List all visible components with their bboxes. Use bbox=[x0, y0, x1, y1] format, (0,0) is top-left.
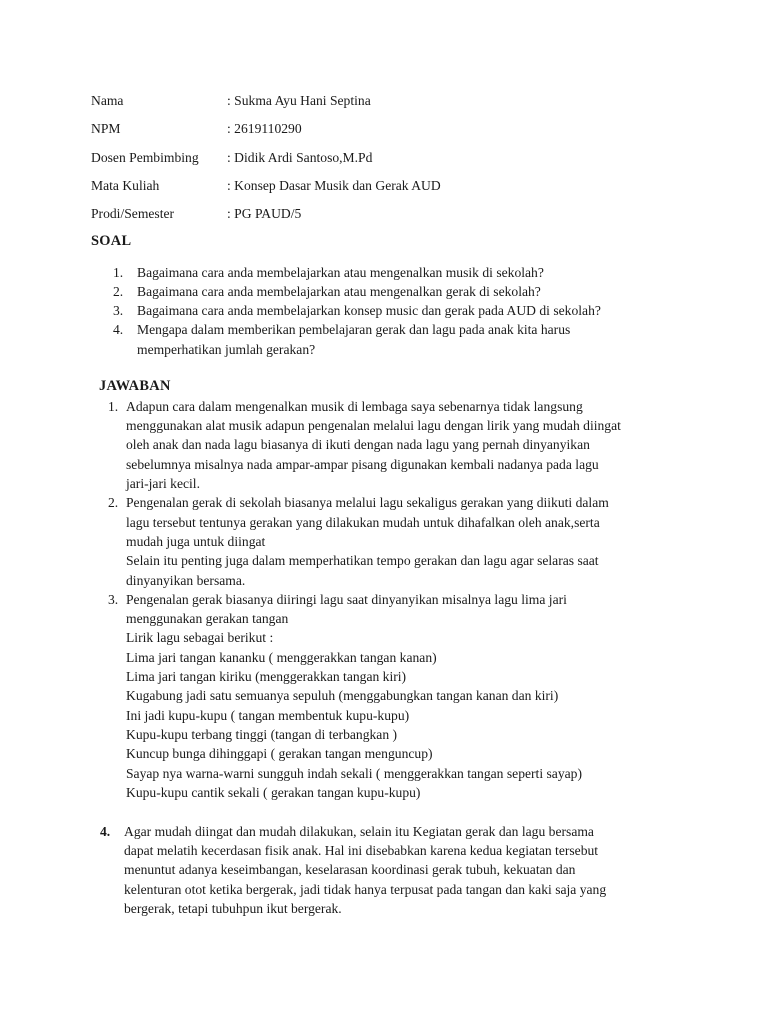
info-label: Mata Kuliah bbox=[91, 178, 160, 193]
jawaban-text: Kupu-kupu terbang tinggi (tangan di terbangkan ) bbox=[126, 727, 398, 742]
jawaban-text: Lima jari tangan kananku ( menggerakkan tangan kanan) bbox=[126, 650, 437, 665]
jawaban-text: sebelumnya misalnya nada ampar-ampar pisang digunakan kembali nadanya pada lagu bbox=[126, 457, 599, 472]
info-value: : 2619110290 bbox=[227, 121, 302, 136]
jawaban-text: dinyanyikan bersama. bbox=[126, 573, 246, 588]
jawaban-text: Kupu-kupu cantik sekali ( gerakan tangan kupu-kupu) bbox=[126, 785, 421, 800]
jawaban-text: oleh anak dan nada lagu biasanya di ikuti dengan nada lagu yang pernah dinyanyikan bbox=[126, 437, 590, 452]
jawaban-number: 3. bbox=[108, 592, 119, 607]
jawaban-text: Adapun cara dalam mengenalkan musik di lembaga saya sebenarnya tidak langsung bbox=[126, 399, 583, 414]
info-label: NPM bbox=[91, 121, 121, 136]
jawaban-text: dapat melatih kecerdasan fisik anak. Hal ini disebabkan karena kedua kegiatan tersebut bbox=[124, 843, 599, 858]
soal-number: 3. bbox=[113, 303, 124, 318]
info-label: Prodi/Semester bbox=[91, 206, 175, 221]
jawaban-text: Lima jari tangan kiriku (menggerakkan tangan kiri) bbox=[126, 669, 407, 684]
jawaban-text: Pengenalan gerak di sekolah biasanya melalui lagu sekaligus gerakan yang diikuti dalam bbox=[126, 495, 609, 510]
soal-text: Bagaimana cara anda membelajarkan atau mengenalkan gerak di sekolah? bbox=[137, 284, 541, 299]
jawaban-text: bergerak, tetapi tubuhpun ikut bergerak. bbox=[124, 901, 342, 916]
jawaban-number: 1. bbox=[108, 399, 119, 414]
info-value: : Sukma Ayu Hani Septina bbox=[227, 93, 371, 108]
info-value: : Konsep Dasar Musik dan Gerak AUD bbox=[227, 178, 441, 193]
jawaban-text: lagu tersebut tentunya gerakan yang dilakukan mudah untuk dihafalkan oleh anak,serta bbox=[126, 515, 600, 530]
jawaban-text: menuntut adanya keseimbangan, keselarasan koordinasi gerak tubuh, kekuatan dan bbox=[124, 862, 576, 877]
soal-number: 2. bbox=[113, 284, 124, 299]
jawaban-text: Kugabung jadi satu semuanya sepuluh (menggabungkan tangan kanan dan kiri) bbox=[126, 688, 559, 703]
jawaban-text: jari-jari kecil. bbox=[126, 476, 200, 491]
jawaban-text: Kuncup bunga dihinggapi ( gerakan tangan menguncup) bbox=[126, 746, 433, 761]
jawaban-text: mudah juga untuk diingat bbox=[126, 534, 266, 549]
jawaban-text: Agar mudah diingat dan mudah dilakukan, selain itu Kegiatan gerak dan lagu bersama bbox=[124, 824, 594, 839]
info-label: Dosen Pembimbing bbox=[91, 150, 199, 165]
jawaban-text: menggunakan gerakan tangan bbox=[126, 611, 289, 626]
jawaban-text: Ini jadi kupu-kupu ( tangan membentuk kupu-kupu) bbox=[126, 708, 410, 723]
soal-text: Mengapa dalam memberikan pembelajaran gerak dan lagu pada anak kita harus bbox=[137, 322, 571, 337]
soal-text: Bagaimana cara anda membelajarkan konsep music dan gerak pada AUD di sekolah? bbox=[137, 303, 601, 318]
jawaban-text: Selain itu penting juga dalam memperhatikan tempo gerakan dan lagu agar selaras saat bbox=[126, 553, 599, 568]
jawaban-text: menggunakan alat musik adapun pengenalan melalui lagu dengan lirik yang mudah diingat bbox=[126, 418, 621, 433]
soal-number: 1. bbox=[113, 265, 124, 280]
info-value: : Didik Ardi Santoso,M.Pd bbox=[227, 150, 373, 165]
soal-number: 4. bbox=[113, 322, 124, 337]
jawaban-number: 2. bbox=[108, 495, 119, 510]
jawaban-heading: JAWABAN bbox=[99, 378, 171, 394]
jawaban-text: Lirik lagu sebagai berikut : bbox=[126, 630, 274, 645]
soal-text: memperhatikan jumlah gerakan? bbox=[137, 342, 316, 357]
jawaban-number: 4. bbox=[100, 824, 111, 839]
soal-text: Bagaimana cara anda membelajarkan atau mengenalkan musik di sekolah? bbox=[137, 265, 544, 280]
info-label: Nama bbox=[91, 93, 124, 108]
soal-heading: SOAL bbox=[91, 233, 132, 249]
jawaban-text: Pengenalan gerak biasanya diiringi lagu saat dinyanyikan misalnya lagu lima jari bbox=[126, 592, 567, 607]
jawaban-text: kelenturan otot ketika bergerak, jadi tidak hanya terpusat pada tangan dan kaki saja yang bbox=[124, 882, 607, 897]
jawaban-text: Sayap nya warna-warni sungguh indah sekali ( menggerakkan tangan seperti sayap) bbox=[126, 766, 582, 781]
info-value: : PG PAUD/5 bbox=[227, 206, 302, 221]
